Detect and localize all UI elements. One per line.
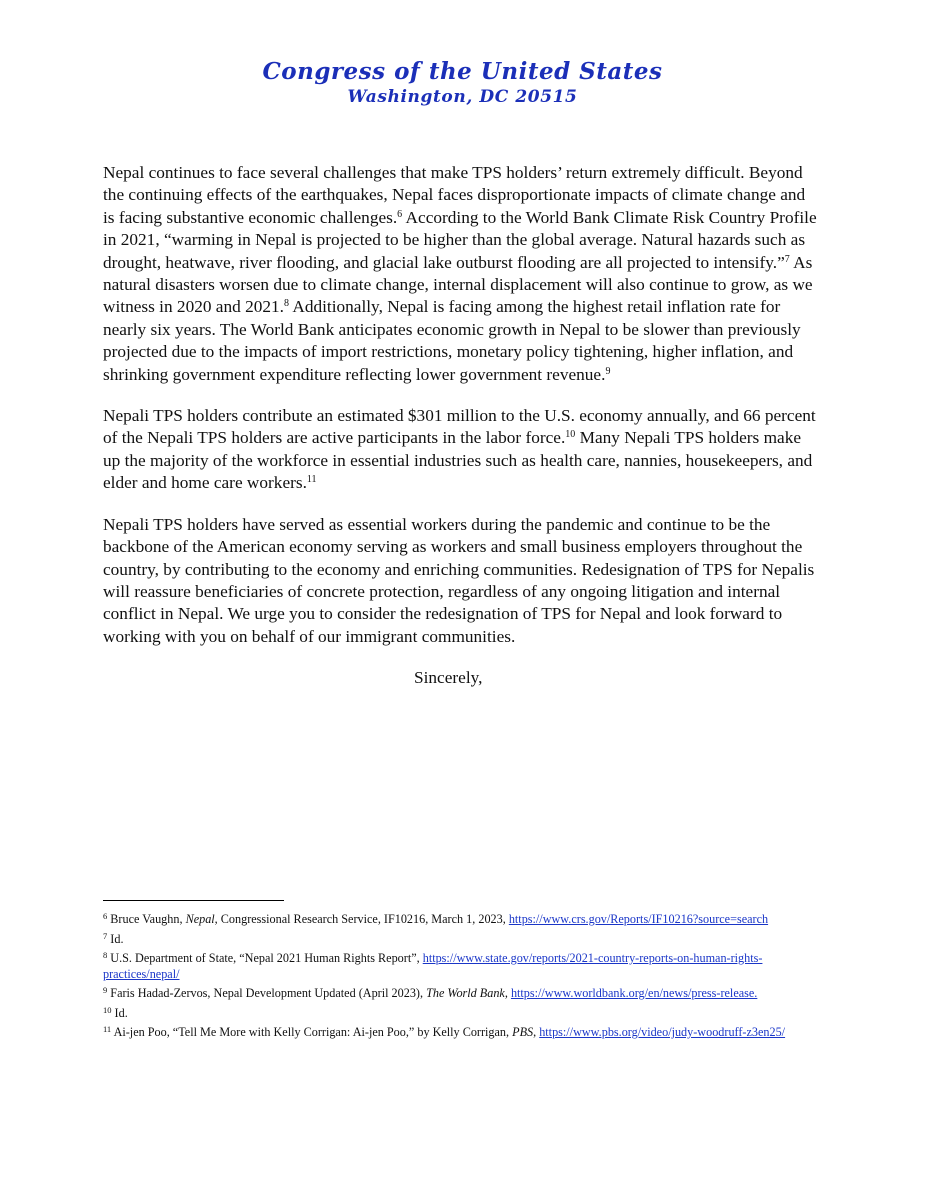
footnote-title: The World Bank, xyxy=(426,986,508,1000)
footnote-link[interactable]: https://www.state.gov/reports/2021-country-reports-on-human-rights-practices/nepal/ xyxy=(103,951,763,981)
paragraph-text: As natural disasters worsen due to climate change, internal displacement will also continue to grow, as we witness in 2020 and 2021. xyxy=(103,252,813,317)
footnote-text: Congressional Research Service, IF10216, March 1, 2023, xyxy=(217,912,509,926)
paragraph-economic-contribution xyxy=(103,405,819,495)
footnote-number: 10 xyxy=(103,1004,112,1015)
footnote-text: Ai-jen Poo, “Tell Me More with Kelly Corrigan: Ai-jen Poo,” by Kelly Corrigan, xyxy=(113,1025,513,1039)
letter-body xyxy=(103,162,819,690)
footnote-item xyxy=(103,912,819,928)
footnote-text: U.S. Department of State, “Nepal 2021 Human Rights Report”, xyxy=(110,951,423,965)
footnote-ref: 7 xyxy=(784,253,790,265)
footnote-number: 7 xyxy=(103,930,108,941)
footnote-title: PBS xyxy=(512,1025,534,1039)
footnote-item xyxy=(103,951,819,982)
footnote-number: 11 xyxy=(103,1024,112,1034)
footnotes xyxy=(103,912,819,1045)
paragraph-text: Additionally, Nepal is facing among the highest retail inflation rate for nearly six years. The World Bank anticipates economic growth in Nepal to be slower than previously projected due to the impacts of import restrictions, monetary policy tightening, higher inflation, and shrinking government expenditure reflecting lower government revenue. xyxy=(103,297,801,384)
footnote-ref: 10 xyxy=(565,429,576,441)
footnote-ref: 11 xyxy=(306,474,317,486)
footnote-divider xyxy=(103,900,284,901)
footnote-text: Id. xyxy=(114,1005,128,1020)
paragraph-essential-workers: Nepali TPS holders have served as essential workers during the pandemic and continue to be the backbone of the American economy serving as workers and small business employers throughout the country, by contributing to the economy and enriching communities. Redesignation of TPS for Nepalis will reassure beneficiaries of concrete protection, regardless of any ongoing litigation and internal conflict in Nepal. We urge you to consider the redesignation of TPS for Nepal and look forward to working with you on behalf of our immigrant communities. xyxy=(103,514,815,646)
letterhead-address: Washington, DC 20515 xyxy=(347,87,578,107)
footnote-ref: 9 xyxy=(605,365,611,377)
footnote-text: Faris Hadad-Zervos, Nepal Development Updated (April 2023), xyxy=(110,986,427,1000)
footnote-text: , xyxy=(533,1025,540,1039)
paragraph-text: Nepal continues to face several challenges that make TPS holders’ return extremely difficult. Beyond the continuing effects of the earthquakes, Nepal faces disproportionate impacts of climate change and is facing substantive economic challenges. xyxy=(103,163,806,227)
footnote-number: 9 xyxy=(103,985,108,995)
paragraph-text: According to the World Bank Climate Risk Country Profile in 2021, “warming in Nepal is projected to be higher than the global average. Natural hazards such as drought, heatwave, river flooding, and glacial lake outburst flooding are all projected to intensify.” xyxy=(103,207,817,272)
footnote-item xyxy=(103,1006,819,1022)
footnote-ref: 8 xyxy=(283,298,289,310)
closing-salutation: Sincerely, xyxy=(414,668,483,688)
footnote-ref: 6 xyxy=(397,208,403,220)
footnote-text: Id. xyxy=(110,931,124,946)
letterhead xyxy=(0,58,925,107)
footnote-item xyxy=(103,1025,819,1041)
paragraph-text: Nepali TPS holders contribute an estimated $301 million to the U.S. economy annually, and 66 percent of the Nepali TPS holders are active participants in the labor force. xyxy=(103,406,816,448)
paragraph-text: Many Nepali TPS holders make up the majority of the workforce in essential industries such as health care, nannies, housekeepers, and elder and home care workers. xyxy=(103,428,813,493)
paragraph-climate-economy xyxy=(103,162,819,386)
footnote-number: 6 xyxy=(103,911,108,921)
footnote-text: Bruce Vaughn, xyxy=(110,912,186,926)
footnote-title: Nepal, xyxy=(185,912,218,926)
footnote-link[interactable]: https://www.pbs.org/video/judy-woodruff-z3en25/ xyxy=(539,1025,786,1039)
footnote-link[interactable]: https://www.crs.gov/Reports/IF10216?source=search xyxy=(508,912,769,926)
footnote-item xyxy=(103,932,819,948)
footnote-number: 8 xyxy=(103,950,108,960)
letterhead-title: Congress of the United States xyxy=(262,58,663,85)
footnote-item xyxy=(103,986,819,1002)
footnote-link[interactable]: https://www.worldbank.org/en/news/press-release. xyxy=(510,986,758,1000)
